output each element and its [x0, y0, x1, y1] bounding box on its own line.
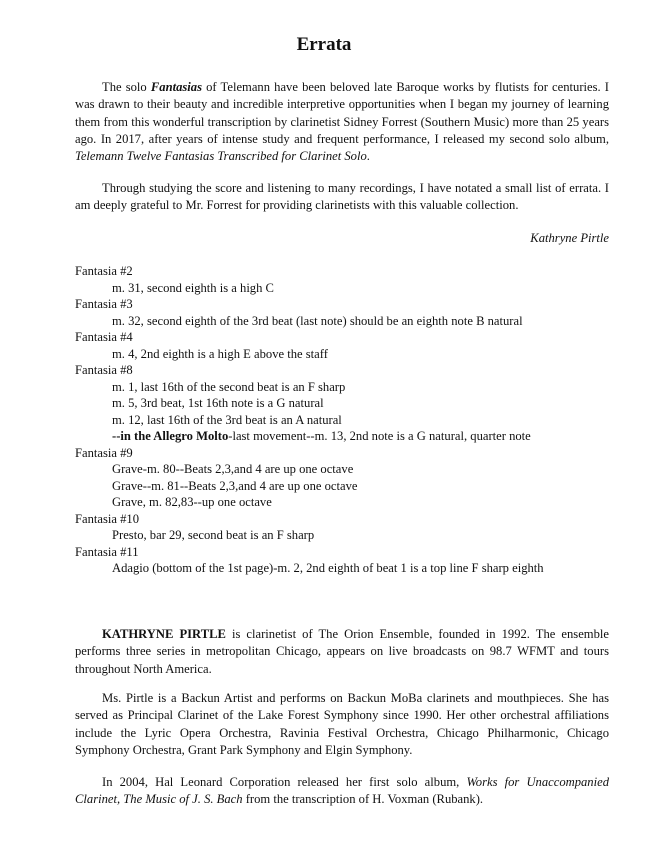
errata-list [75, 263, 615, 577]
errata-note: Presto, bar 29, second beat is an F sharp [112, 528, 315, 542]
intro-paragraph-2: Through studying the score and listening to many recordings, I have notated a small list of errata. I am deeply grateful to Mr. Forrest for providing clarinetists with this valuable collection. [75, 181, 609, 213]
fantasia-heading: Fantasia #8 [75, 363, 133, 377]
errata-note: m. 4, 2nd eighth is a high E above the staff [112, 346, 328, 361]
intro-paragraph-1: The solo Fantasias of Telemann have been beloved late Baroque works by flutists for centuries. I was drawn to their beauty and incredible interpretive opportunities when I began my journey of learning them from this wonderful transcription by clarinetist Sidney Forrest (Southern Music) more than 25 years ago. In 2017, after years of intense study and frequent performance, I released my second solo album, Telemann Twelve Fantasias Transcribed for Clarinet Solo. [75, 80, 609, 164]
fantasia-heading: Fantasia #2 [75, 264, 133, 278]
allegro-molto-note: --in the Allegro Molto-last movement--m. 13, 2nd note is a G natural, quarter note [112, 429, 531, 443]
signature: Kathryne Pirtle [530, 231, 609, 245]
errata-note: m. 31, second eighth is a high C [112, 280, 274, 295]
fantasia-heading: Fantasia #4 [75, 330, 133, 344]
errata-note: m. 1, last 16th of the second beat is an F sharp [112, 379, 346, 394]
bio-paragraph-2: Ms. Pirtle is a Backun Artist and performs on Backun MoBa clarinets and mouthpieces. She has served as Principal Clarinet of the Lake Forest Symphony since 1990. Her other orchestral affiliations include the Lyric Opera Orchestra, Ravinia Festival Orchestra, Chicago Philharmonic, Chicago Symphony Orchestra, Grant Park Symphony and Elgin Symphony. [75, 691, 609, 757]
fantasia-heading: Fantasia #9 [75, 445, 133, 460]
fantasias-title: Fantasias [150, 80, 202, 94]
fantasia-heading: Fantasia #3 [75, 297, 133, 311]
errata-note: m. 5, 3rd beat, 1st 16th note is a G natural [112, 396, 324, 410]
errata-note: Grave--m. 81--Beats 2,3,and 4 are up one octave [112, 478, 358, 493]
bio-paragraph-3: In 2004, Hal Leonard Corporation released her first solo album, Works for Unaccompanied Clarinet, The Music of J. S. Bach from the transcription of H. Voxman (Rubank). [75, 775, 609, 807]
errata-note: Grave-m. 80--Beats 2,3,and 4 are up one octave [112, 462, 354, 476]
errata-note: Adagio (bottom of the 1st page)-m. 2, 2nd eighth of beat 1 is a top line F sharp eighth [112, 561, 544, 575]
bach-album-title: Works for Unaccompanied Clarinet, The Music of J. S. Bach [75, 775, 609, 807]
fantasia-heading: Fantasia #11 [75, 544, 139, 559]
bio-name: KATHRYNE PIRTLE [102, 627, 226, 641]
errata-note: m. 32, second eighth of the 3rd beat (last note) should be an eighth note B natural [112, 313, 523, 328]
errata-note: m. 12, last 16th of the 3rd beat is an A natural [112, 412, 342, 427]
page-title: Errata [296, 34, 352, 55]
bio-paragraph-1: KATHRYNE PIRTLE is clarinetist of The Orion Ensemble, founded in 1992. The ensemble performs three series in metropolitan Chicago, appears on live broadcasts on 98.7 WFMT and tours throughout North America. [75, 627, 609, 676]
fantasia-heading: Fantasia #10 [75, 511, 140, 526]
errata-note: Grave, m. 82,83--up one octave [112, 495, 272, 509]
album-title: Telemann Twelve Fantasias Transcribed for Clarinet Solo [75, 149, 367, 164]
